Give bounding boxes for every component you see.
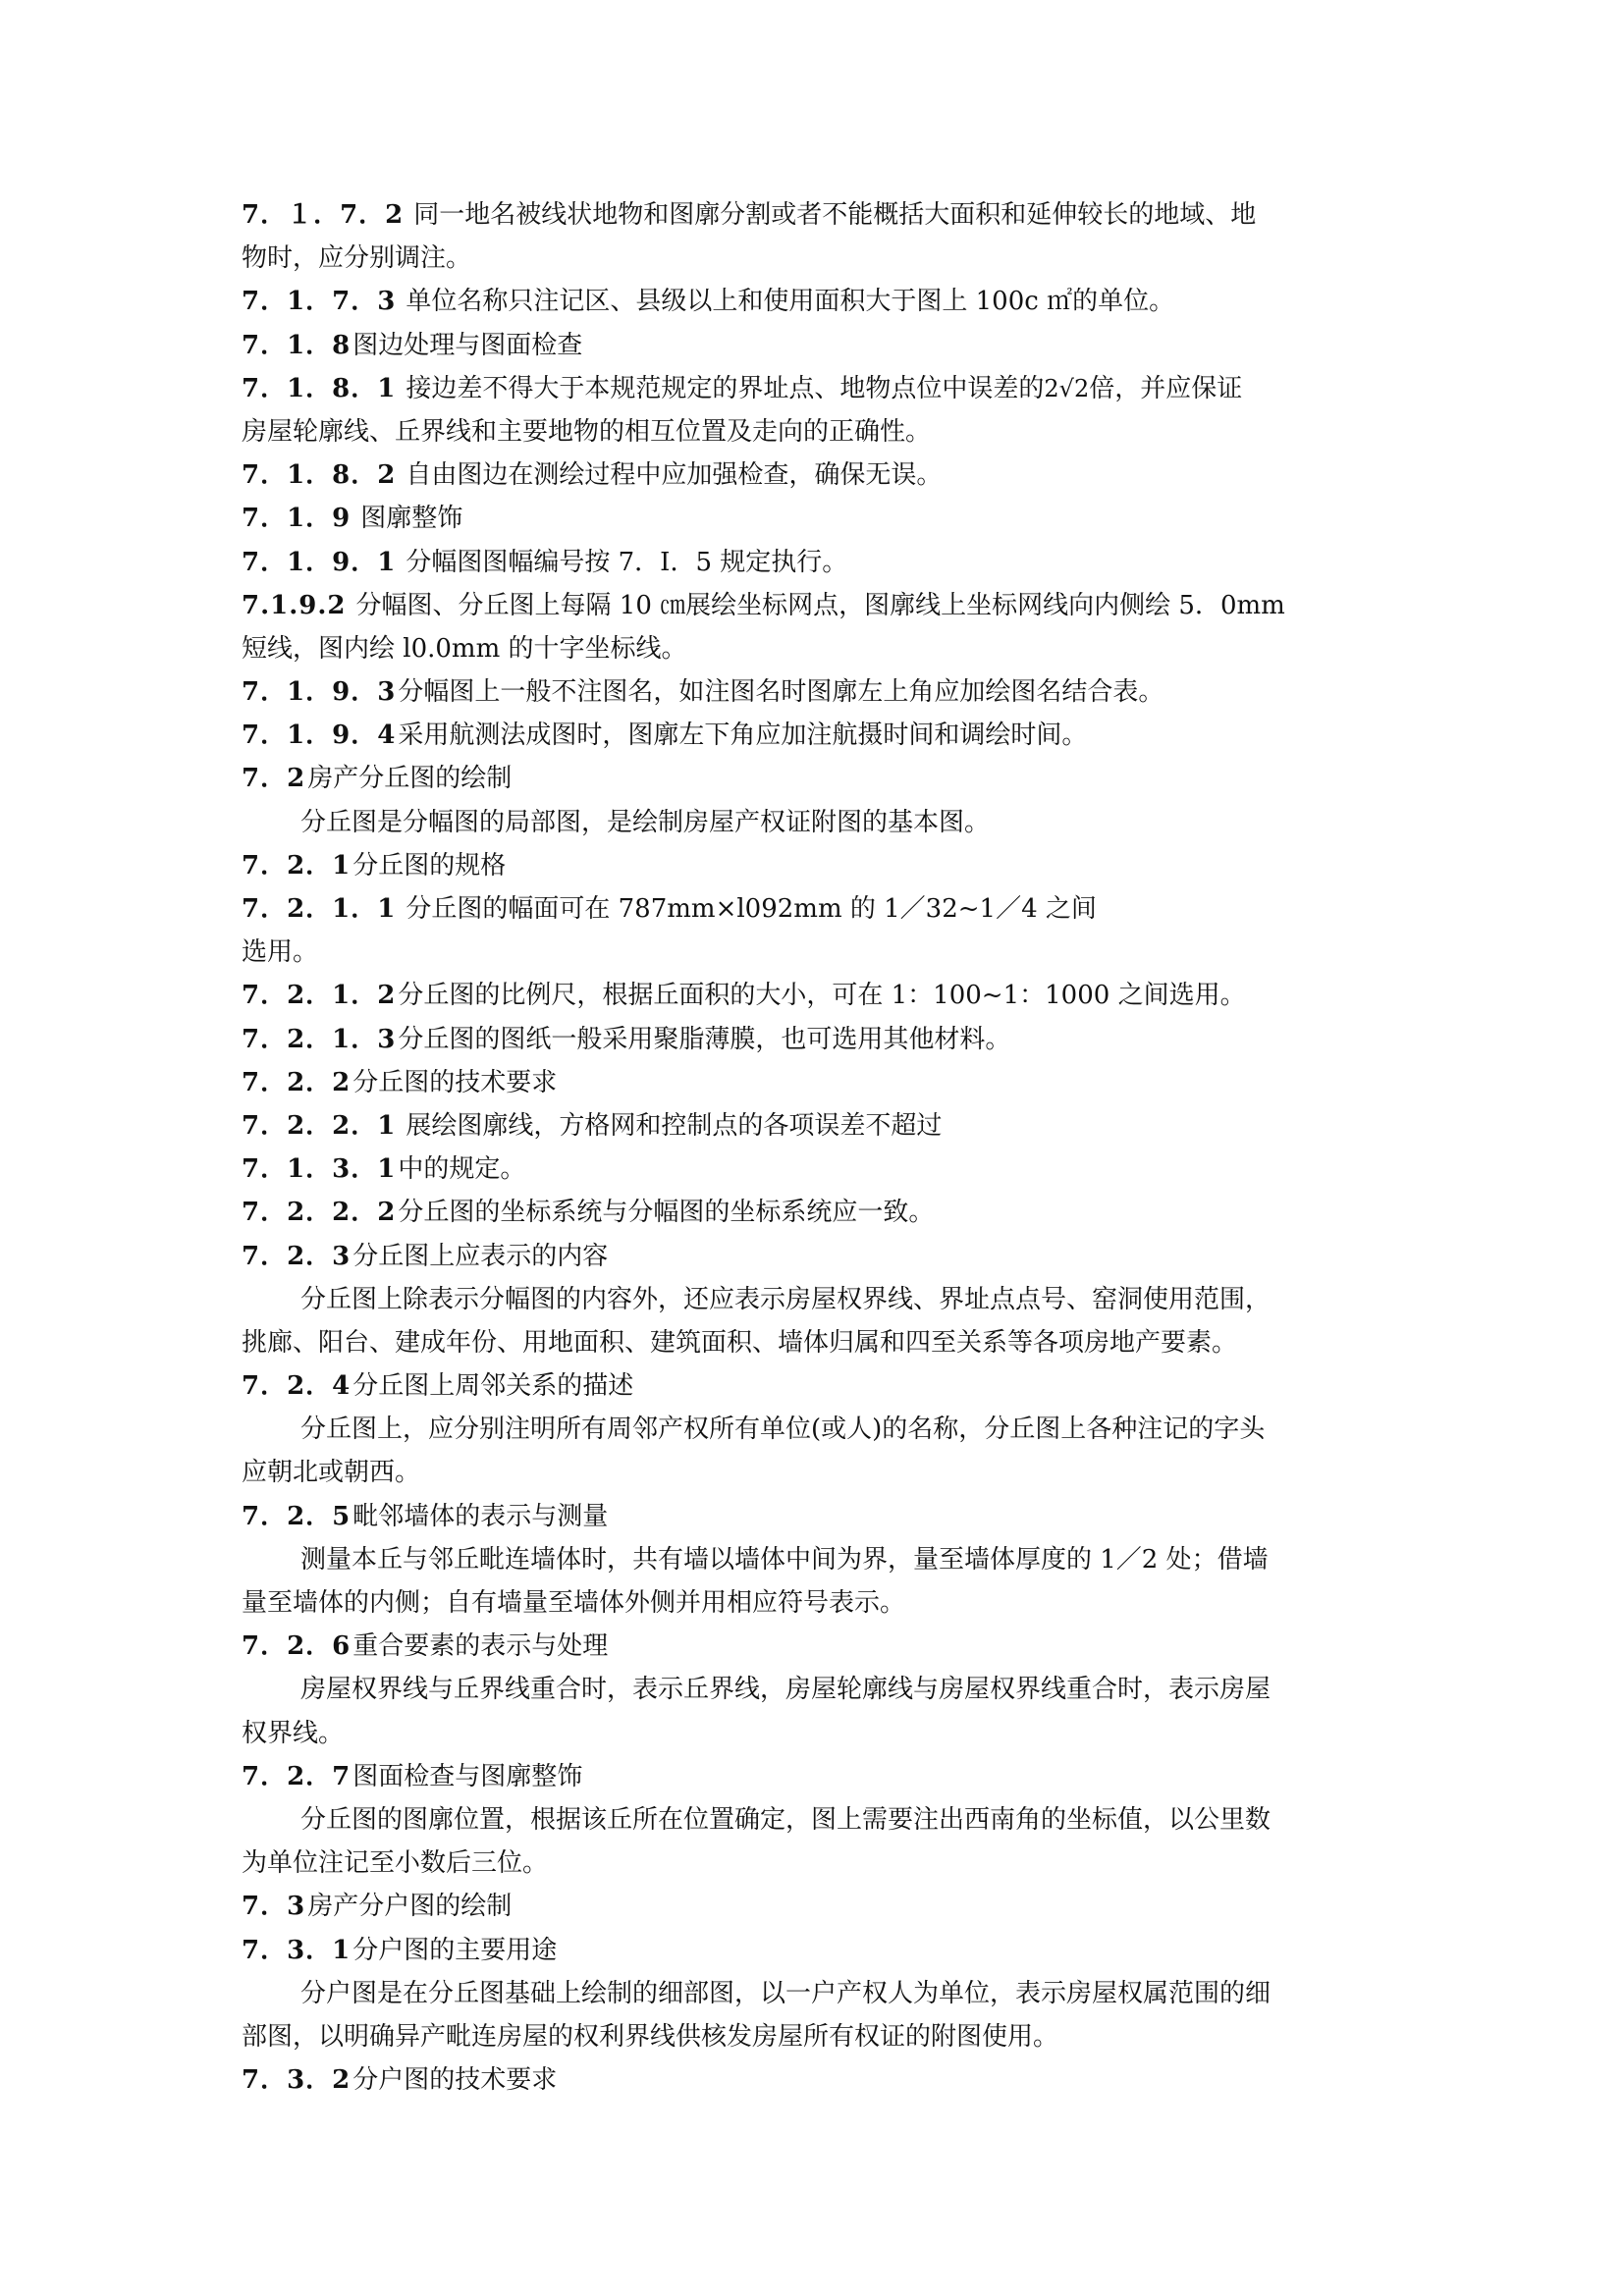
line-text: 分丘图上应表示的内容	[352, 1241, 609, 1271]
section-number: 7．2．2．1	[242, 1110, 397, 1141]
line-text: 权界线。	[242, 1718, 345, 1748]
section-number: 7．1．9	[242, 504, 352, 534]
section-line	[242, 974, 1388, 1017]
section-line	[242, 757, 1388, 800]
section-number: 7．2．5	[242, 1501, 352, 1531]
paragraph-line	[242, 801, 1388, 844]
line-text: 房屋权界线与丘界线重合时，表示丘界线，房屋轮廓线与房屋权界线重合时，表示房屋	[300, 1675, 1271, 1705]
section-number: 7．2．1．2	[242, 981, 397, 1011]
line-text: 重合要素的表示与处理	[352, 1631, 609, 1662]
line-text: 分幅图图幅编号按 7．I．5 规定执行。	[406, 547, 848, 577]
line-text: 同一地名被线状地物和图廓分割或者不能概括大面积和延伸较长的地域、地	[413, 200, 1257, 230]
section-line	[242, 497, 1388, 540]
line-text: 分丘图是分幅图的局部图，是绘制房屋产权证附图的基本图。	[300, 807, 991, 837]
line-text: 单位名称只注记区、县级以上和使用面积大于图上 100c ㎡的单位。	[406, 287, 1175, 317]
line-text: 分丘图的坐标系统与分幅图的坐标系统应一致。	[398, 1198, 935, 1228]
paragraph-line	[242, 1972, 1388, 2015]
section-line	[242, 193, 1388, 237]
section-number: 7．2．2．2	[242, 1198, 397, 1228]
paragraph-line	[242, 1581, 1388, 1625]
section-number: 7．2．4	[242, 1371, 352, 1402]
line-text: 房屋轮廓线、丘界线和主要地物的相互位置及走向的正确性。	[242, 416, 932, 447]
paragraph-line	[242, 1842, 1388, 1885]
section-number: 7．2．6	[242, 1631, 352, 1662]
document-body	[242, 193, 1388, 2102]
paragraph-line	[242, 1712, 1388, 1755]
line-text: 房产分丘图的绘制	[307, 764, 513, 794]
section-number: 7．1．9．1	[242, 547, 397, 577]
section-line	[242, 1929, 1388, 1972]
section-number: 7．1．8．1	[242, 373, 397, 403]
section-line	[242, 2058, 1388, 2102]
line-text: 分丘图的规格	[352, 850, 507, 881]
line-text: 选用。	[242, 937, 319, 968]
paragraph-line	[242, 1321, 1388, 1364]
line-text: 分丘图上周邻关系的描述	[352, 1371, 634, 1402]
line-text: 量至墙体的内侧；自有墙量至墙体外侧并用相应符号表示。	[242, 1588, 906, 1618]
line-text: 分户图的主要用途	[352, 1935, 558, 1965]
section-line	[242, 1885, 1388, 1928]
sqrt-formula: 2√2	[1044, 374, 1090, 402]
paragraph-line	[242, 627, 1388, 670]
line-text: 部图，以明确异产毗连房屋的权利界线供核发房屋所有权证的附图使用。	[242, 2021, 1059, 2052]
section-line	[242, 541, 1388, 584]
line-text: 分丘图上，应分别注明所有周邻产权所有单位(或人)的名称，分丘图上各种注记的字头	[300, 1415, 1266, 1445]
section-number: 7．1．9．3	[242, 677, 397, 708]
paragraph-line	[242, 1798, 1388, 1842]
line-text: 分丘图的比例尺，根据丘面积的大小，可在 1：100~1：1000 之间选用。	[398, 981, 1246, 1011]
paragraph-line	[242, 1538, 1388, 1581]
section-line	[242, 584, 1388, 627]
paragraph-line	[242, 237, 1388, 280]
section-number: 7．1．9．4	[242, 721, 397, 751]
line-text: 采用航测法成图时，图廓左下角应加注航摄时间和调绘时间。	[398, 721, 1088, 751]
line-text: 分户图是在分丘图基础上绘制的细部图，以一户产权人为单位，表示房屋权属范围的细	[300, 1978, 1271, 2008]
section-number: 7．2．2	[242, 1067, 352, 1097]
section-number: 7．2．3	[242, 1241, 352, 1271]
section-number: 7．2．7	[242, 1761, 352, 1791]
line-text: 应朝北或朝西。	[242, 1458, 421, 1488]
line-text: 自由图边在测绘过程中应加强检查，确保无误。	[406, 460, 943, 491]
section-number: 7.1.9.2	[242, 590, 347, 620]
section-line	[242, 1148, 1388, 1191]
section-number: 7．1．8．2	[242, 460, 397, 491]
line-text: 房产分户图的绘制	[307, 1892, 513, 1922]
section-line	[242, 887, 1388, 931]
line-text: 接边差不得大于本规范规定的界址点、地物点位中误差的	[406, 373, 1045, 403]
line-text: 图边处理与图面检查	[352, 330, 583, 360]
line-text: 物时，应分别调注。	[242, 243, 472, 274]
section-line	[242, 1018, 1388, 1061]
section-number: 7．１．7．2	[242, 200, 405, 230]
section-line	[242, 1104, 1388, 1148]
section-line	[242, 454, 1388, 497]
paragraph-line	[242, 2015, 1388, 2058]
section-line	[242, 280, 1388, 323]
section-line	[242, 1061, 1388, 1104]
section-line	[242, 1755, 1388, 1798]
paragraph-line	[242, 1408, 1388, 1451]
section-line	[242, 367, 1388, 410]
paragraph-line	[242, 1278, 1388, 1321]
line-text: 分幅图、分丘图上每隔 10 ㎝展绘坐标网点，图廓线上坐标网线向内侧绘 5．0mm	[355, 590, 1285, 620]
line-text: 分丘图的幅面可在 787mm×l092mm 的 1／32~1／4 之间	[406, 894, 1097, 924]
line-text: 图廓整饰	[360, 504, 463, 534]
section-line	[242, 324, 1388, 367]
section-number: 7．1．8	[242, 330, 352, 360]
section-number: 7．3．1	[242, 1935, 352, 1965]
section-number: 7．2．1	[242, 850, 352, 881]
section-line	[242, 844, 1388, 887]
section-line	[242, 1235, 1388, 1278]
section-line	[242, 1191, 1388, 1234]
line-text: 图面检查与图廓整饰	[352, 1761, 583, 1791]
line-text: 分丘图的图廓位置，根据该丘所在位置确定，图上需要注出西南角的坐标值，以公里数	[300, 1804, 1271, 1835]
section-line	[242, 670, 1388, 714]
line-text-continued: 倍，并应保证	[1089, 373, 1243, 403]
section-number: 7．2．1．3	[242, 1024, 397, 1054]
line-text: 分丘图的技术要求	[352, 1067, 558, 1097]
section-line	[242, 714, 1388, 757]
section-number: 7．1．7．3	[242, 287, 397, 317]
section-line	[242, 1364, 1388, 1408]
paragraph-line	[242, 1451, 1388, 1494]
section-line	[242, 1625, 1388, 1668]
line-text: 测量本丘与邻丘毗连墙体时，共有墙以墙体中间为界，量至墙体厚度的 1／2 处；借墙	[300, 1544, 1269, 1575]
line-text: 分幅图上一般不注图名，如注图名时图廓左上角应加绘图名结合表。	[398, 677, 1164, 708]
line-text: 分丘图上除表示分幅图的内容外，还应表示房屋权界线、界址点点号、窑洞使用范围，	[300, 1284, 1271, 1314]
section-number: 7．2．1．1	[242, 894, 397, 924]
line-text: 毗邻墙体的表示与测量	[352, 1501, 609, 1531]
line-text: 短线，图内绘 l0.0mm 的十字坐标线。	[242, 633, 687, 664]
line-text: 挑廊、阳台、建成年份、用地面积、建筑面积、墙体归属和四至关系等各项房地产要素。	[242, 1327, 1238, 1358]
section-number: 7．3．2	[242, 2065, 352, 2096]
section-line	[242, 1495, 1388, 1538]
line-text: 分户图的技术要求	[352, 2065, 558, 2096]
section-number: 7．2	[242, 764, 306, 794]
line-text: 中的规定。	[398, 1154, 526, 1185]
section-number: 7．3	[242, 1892, 306, 1922]
line-text: 展绘图廓线，方格网和控制点的各项误差不超过	[406, 1110, 943, 1141]
paragraph-line	[242, 931, 1388, 974]
paragraph-line	[242, 1668, 1388, 1711]
paragraph-line	[242, 410, 1388, 454]
section-number: 7．1．3．1	[242, 1154, 397, 1185]
line-text: 为单位注记至小数后三位。	[242, 1848, 549, 1879]
line-text: 分丘图的图纸一般采用聚脂薄膜，也可选用其他材料。	[398, 1024, 1011, 1054]
